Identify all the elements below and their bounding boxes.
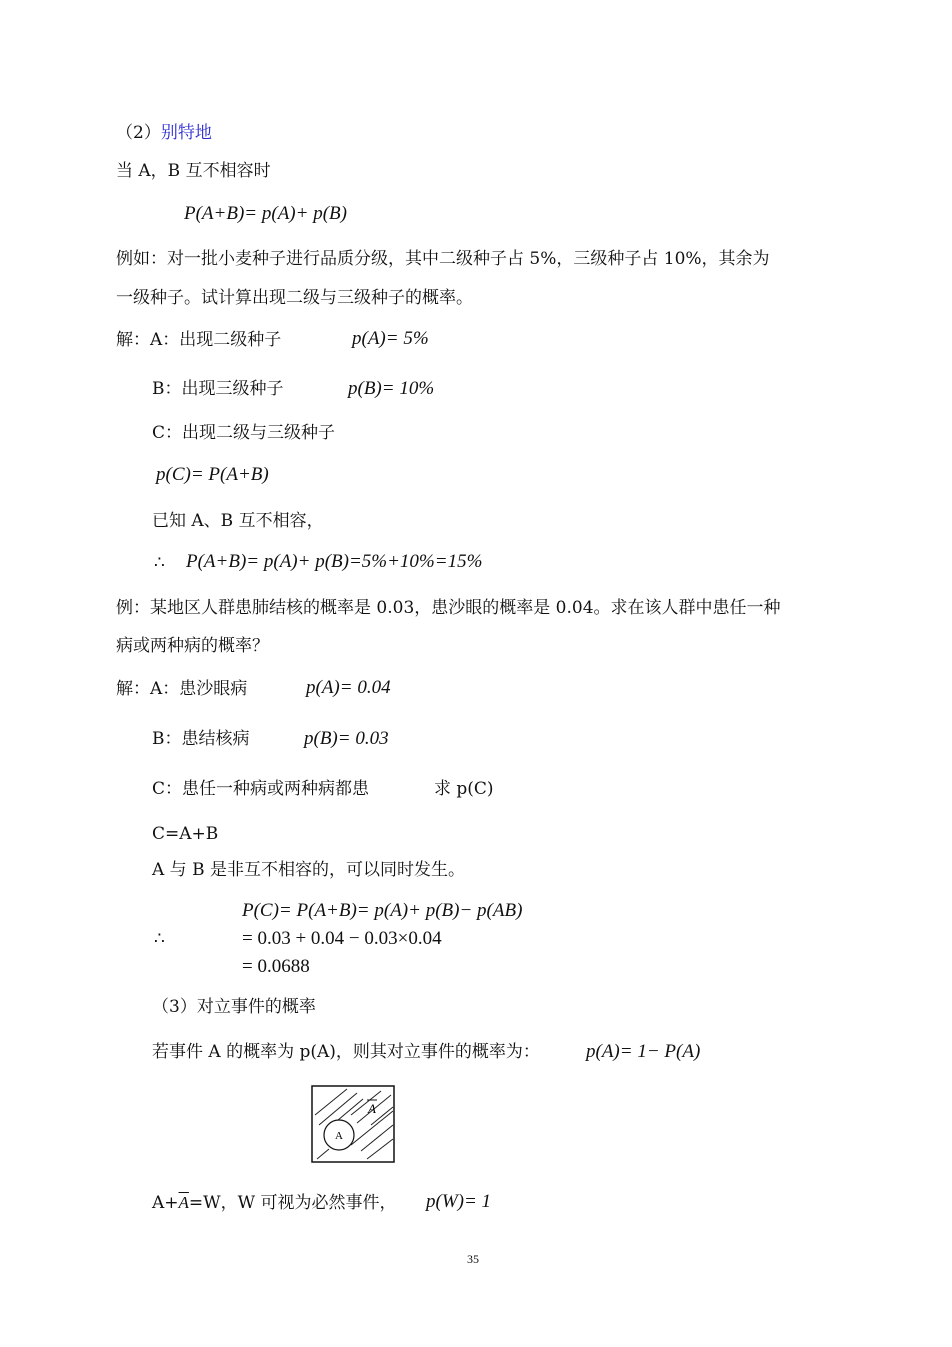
certain-event-formula: p(W)= 1 xyxy=(426,1191,492,1212)
example1-solution-a-formula: p(A)= 5% xyxy=(352,328,429,349)
example2-solution-c-ask: 求 p(C) xyxy=(434,779,494,799)
example1-solution-b-formula: p(B)= 10% xyxy=(348,378,435,399)
example1-known: 已知 A、B 互不相容， xyxy=(152,511,324,531)
section-prefix: （2） xyxy=(116,123,161,143)
complement-label: A xyxy=(368,1101,376,1116)
addition-formula: P(A+B)= p(A)+ p(B) xyxy=(184,203,347,224)
example1-line1: 例如：对一批小麦种子进行品质分级，其中二级种子占 5%，三级种子占 10%，其余为 xyxy=(116,249,770,269)
opposite-event-formula: p(A)= 1− P(A) xyxy=(586,1041,701,1062)
section-title: 别特地 xyxy=(160,123,212,143)
example2-solution-c-label: C：患任一种病或两种病都患 xyxy=(152,779,370,799)
example2-line1: 例：某地区人群患肺结核的概率是 0.03，患沙眼的概率是 0.04。求在该人群中患任一种 xyxy=(116,598,781,618)
example1-result-formula: P(A+B)= p(A)+ p(B)=5%+10%=15% xyxy=(186,551,483,572)
sample-space-rect xyxy=(312,1086,394,1162)
event-a-label: A xyxy=(335,1130,343,1142)
example2-calc-line1: P(C)= P(A+B)= p(A)+ p(B)− p(AB) xyxy=(242,900,523,921)
last-prefix: A+ xyxy=(152,1193,179,1213)
venn-diagram xyxy=(311,1085,395,1163)
example2-calc-line2: = 0.03 + 0.04 − 0.03×0.04 xyxy=(242,928,442,949)
last-rest: =W，W 可视为必然事件， xyxy=(188,1193,397,1213)
example2-c-equation: C=A+B xyxy=(152,824,219,844)
example1-solution-b-label: B：出现三级种子 xyxy=(152,379,284,399)
example1-line2: 一级种子。试计算出现二级与三级种子的概率。 xyxy=(116,288,473,308)
example2-therefore: ∴ xyxy=(154,929,165,949)
example1-therefore: ∴ xyxy=(154,553,165,573)
page-number: 35 xyxy=(467,1252,479,1266)
last-line xyxy=(152,1192,397,1214)
condition-text: 当 A，B 互不相容时 xyxy=(116,161,271,181)
example2-solution-b-formula: p(B)= 0.03 xyxy=(304,728,389,749)
example2-solution-b-label: B：患结核病 xyxy=(152,729,250,749)
venn-diagram-svg xyxy=(311,1085,395,1163)
section-heading xyxy=(116,122,212,144)
example1-solution-c-formula: p(C)= P(A+B) xyxy=(156,464,269,485)
example2-solution-a-label: 解：A：患沙眼病 xyxy=(116,679,248,699)
example1-solution-a-label: 解：A：出现二级种子 xyxy=(116,330,282,350)
opposite-event-text: 若事件 A 的概率为 p(A)，则其对立事件的概率为： xyxy=(152,1042,540,1062)
example1-solution-c-label: C：出现二级与三级种子 xyxy=(152,423,336,443)
example2-calc-line3: = 0.0688 xyxy=(242,956,310,977)
a-bar: $\overline{A}$ xyxy=(178,1193,189,1212)
example2-note: A 与 B 是非互不相容的，可以同时发生。 xyxy=(152,860,465,880)
example2-solution-a-formula: p(A)= 0.04 xyxy=(306,677,391,698)
section3-title: （3）对立事件的概率 xyxy=(152,997,316,1017)
example2-line2: 病或两种病的概率？ xyxy=(116,636,269,656)
